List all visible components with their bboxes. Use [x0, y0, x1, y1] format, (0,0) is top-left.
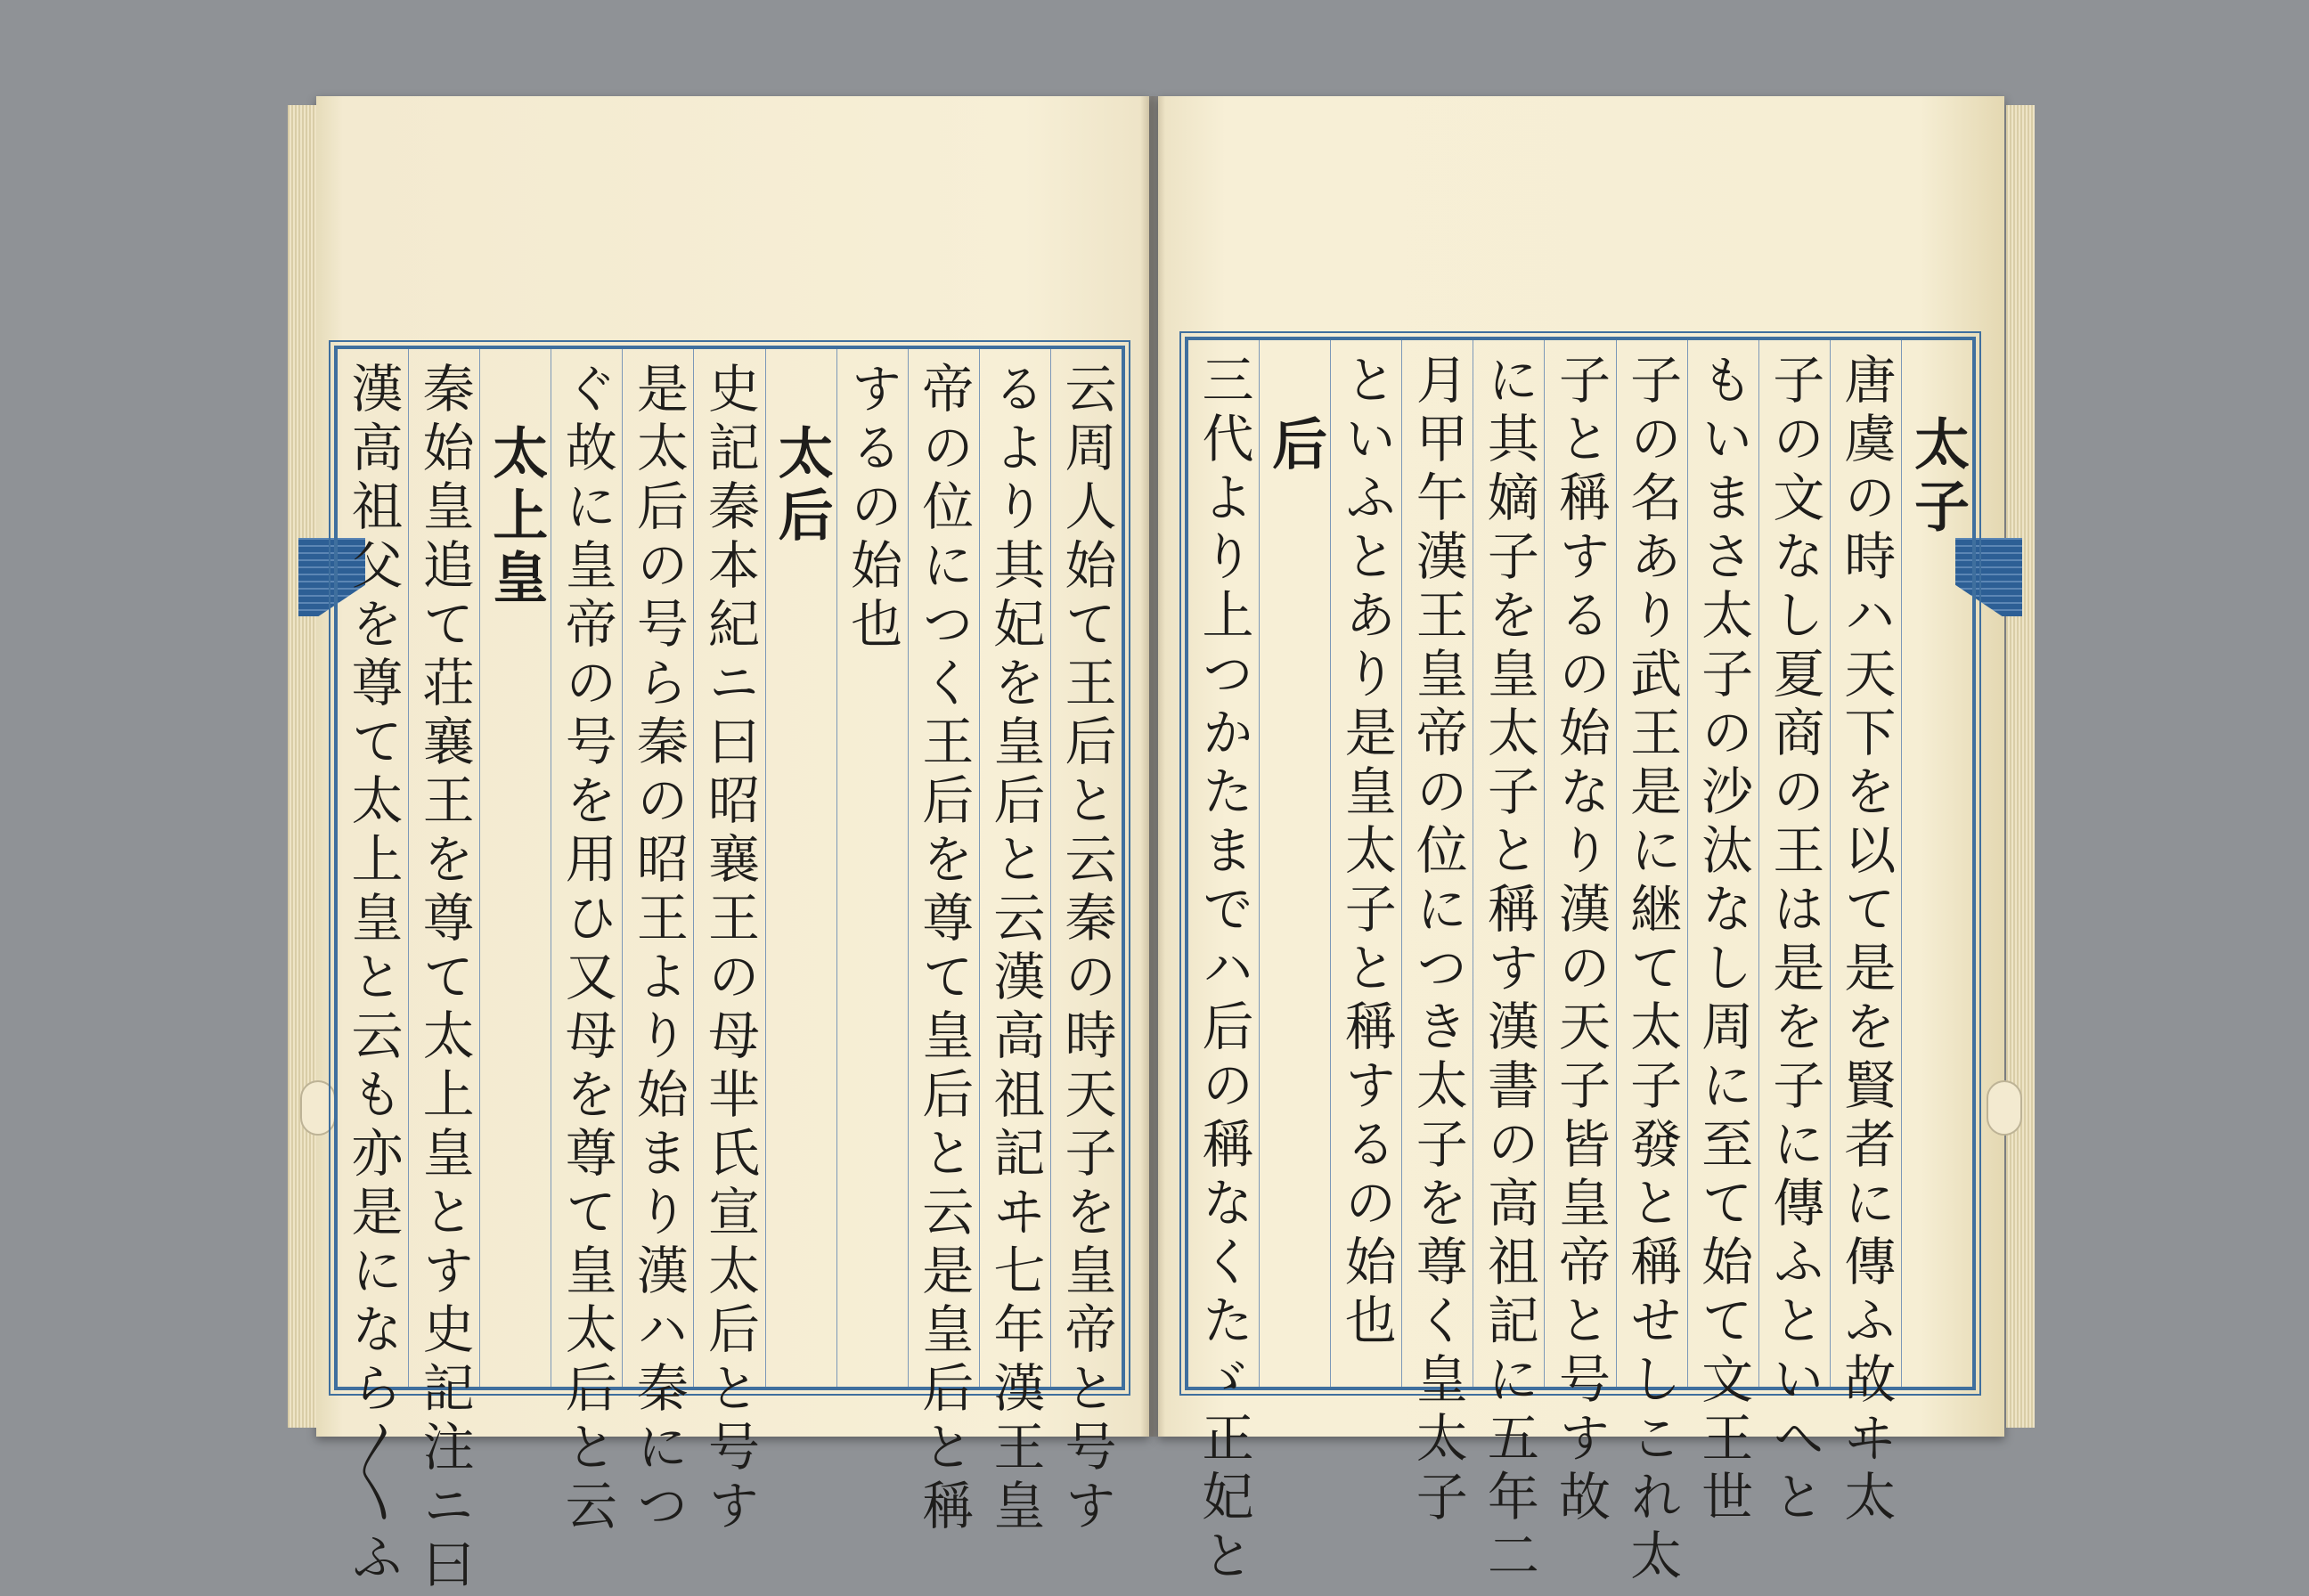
text-column [408, 349, 479, 1596]
column-text: もいまさ太子の沙汰なし周に至て始て文王世 [1693, 353, 1754, 1528]
column-text: 月甲午漢王皇帝の位につき太子を尊く皇太子 [1407, 353, 1468, 1528]
section-heading: 太子 [1905, 415, 1970, 540]
text-column [1758, 340, 1830, 1528]
text-column [1544, 340, 1615, 1528]
text-column [1901, 340, 1972, 1387]
left-binding-notch [300, 1080, 336, 1136]
text-column [1687, 340, 1758, 1528]
section-heading: 太后 [769, 424, 835, 549]
column-text: 史記秦本紀ニ曰昭襄王の母芈氏宣太后と号す [698, 362, 760, 1537]
open-book [316, 96, 2004, 1596]
column-text: 唐虞の時ハ天下を以て是を賢者に傳ふ故ヰ太 [1835, 353, 1897, 1528]
text-column [1050, 349, 1122, 1537]
column-text: 帝の位につく王后を尊て皇后と云是皇后と稱 [913, 362, 975, 1537]
column-text: 三代より上つかたまでハ后の稱なくたゞ正妃と [1193, 353, 1254, 1587]
column-text: 是太后の号ら秦の昭王より始まり漢ハ秦につ [627, 362, 689, 1537]
text-column [1259, 340, 1330, 1387]
column-text: といふとあり是皇太子と稱するの始也 [1335, 353, 1397, 1352]
text-column [1473, 340, 1544, 1587]
text-column [836, 349, 908, 1387]
text-column [551, 349, 622, 1537]
right-columns [1188, 340, 1972, 1587]
left-page [316, 96, 1149, 1596]
text-column [479, 349, 551, 1387]
right-text-frame [1185, 337, 1976, 1587]
section-heading: 后 [1262, 415, 1328, 477]
column-text: 子の文なし夏商の王は是を子に傳ふといへと [1764, 353, 1825, 1528]
column-text: するの始也 [842, 362, 903, 656]
text-column [1330, 340, 1401, 1387]
right-binding-notch [1987, 1080, 2022, 1136]
left-columns [338, 349, 1122, 1596]
text-column [338, 349, 408, 1589]
text-column [1401, 340, 1473, 1528]
left-text-frame [334, 346, 1125, 1596]
column-text: るより其妃を皇后と云漢高祖記ヰ七年漢王皇 [984, 362, 1046, 1537]
column-text: 子の名あり武王是に継て太子發と稱せしこれ太 [1621, 353, 1683, 1587]
text-column [1188, 340, 1259, 1587]
text-column [765, 349, 836, 1387]
text-column [622, 349, 693, 1537]
text-column [908, 349, 979, 1537]
column-text: 漢高祖父を尊て太上皇と云も亦是になら〳〵ふ [342, 362, 404, 1589]
text-column [1616, 340, 1687, 1587]
column-text: に其嫡子を皇太子と稱す漢書の高祖記に五年二 [1478, 353, 1539, 1587]
right-page [1158, 96, 2004, 1587]
book-gutter [1140, 96, 1165, 1437]
section-heading: 太上皇 [483, 424, 549, 611]
column-text: 秦始皇追て荘襄王を尊て太上皇とす史記注ニ曰 [413, 362, 475, 1596]
column-text: 云周人始て王后と云秦の時天子を皇帝と号す [1056, 362, 1117, 1537]
text-column [979, 349, 1050, 1537]
column-text: 子と稱するの始なり漢の天子皆皇帝と号す故 [1549, 353, 1611, 1528]
text-column [693, 349, 764, 1537]
text-column [1830, 340, 1901, 1528]
column-text: ぐ故に皇帝の号を用ひ又母を尊て皇太后と云 [556, 362, 617, 1537]
right-page-edge [2006, 105, 2035, 1428]
left-page-edge [288, 105, 316, 1428]
